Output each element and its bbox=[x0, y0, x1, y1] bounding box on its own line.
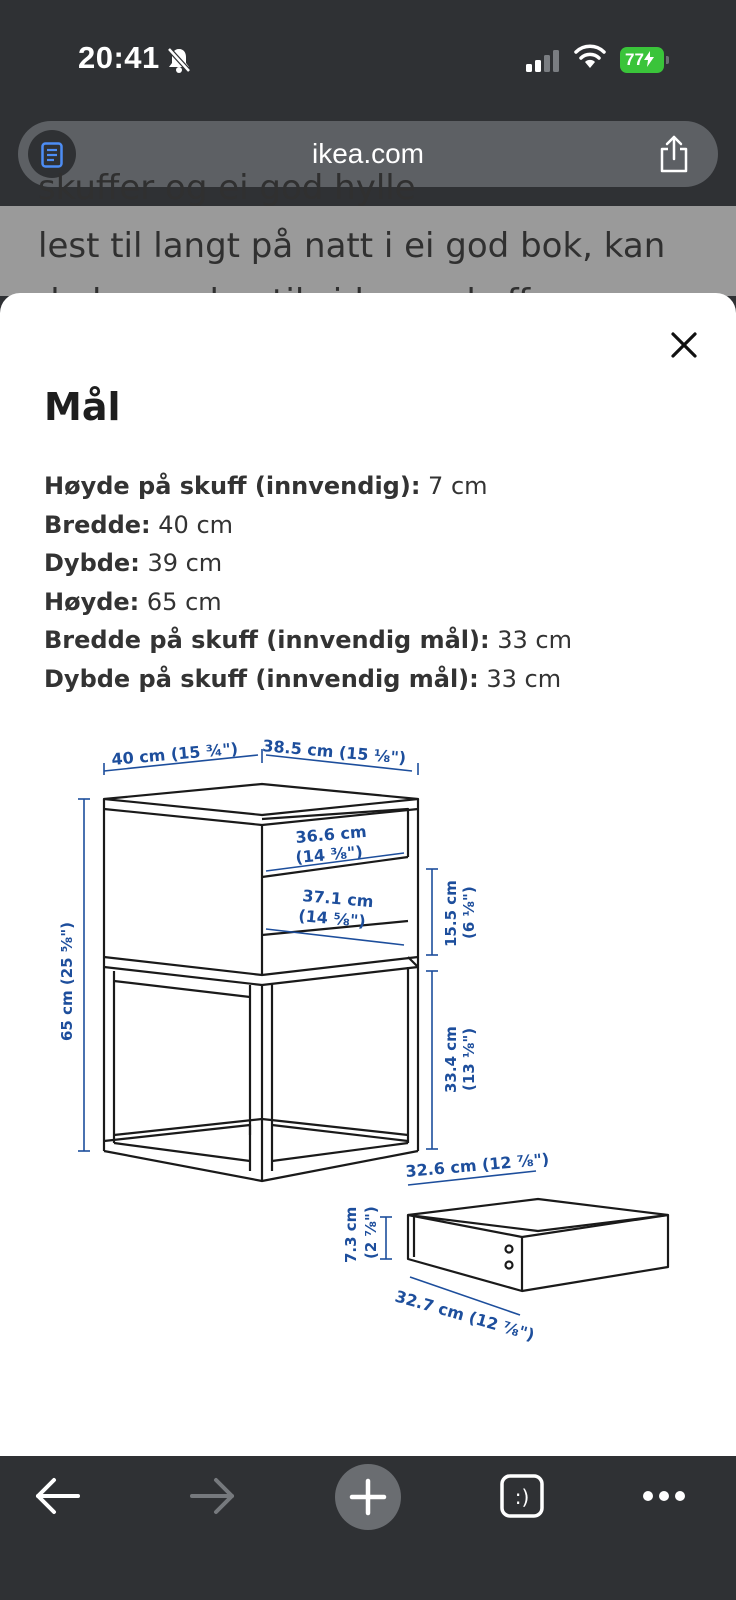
dim-width-top: 40 cm (15 ¾") bbox=[110, 738, 239, 769]
battery-indicator bbox=[620, 47, 668, 73]
spec-value: 39 cm bbox=[139, 549, 223, 577]
spec-row bbox=[44, 506, 704, 545]
dim-total-height: 65 cm (25 ⅝") bbox=[58, 922, 76, 1041]
dim-inner-width-2: 37.1 cm bbox=[301, 886, 375, 912]
new-tab-button[interactable] bbox=[335, 1464, 401, 1530]
dim-drawer-width: 32.6 cm (12 ⅞") bbox=[404, 1149, 550, 1181]
more-options-icon[interactable] bbox=[624, 1456, 704, 1536]
spec-label: Bredde: bbox=[44, 510, 151, 539]
spec-value: 7 cm bbox=[420, 472, 488, 500]
url-text[interactable]: ikea.com bbox=[311, 138, 425, 169]
back-arrow-icon[interactable] bbox=[18, 1456, 98, 1536]
spec-row bbox=[44, 660, 704, 699]
plus-icon bbox=[335, 1464, 401, 1530]
browser-toolbar bbox=[0, 1456, 736, 1600]
share-icon[interactable] bbox=[658, 135, 690, 173]
spec-row bbox=[44, 583, 704, 622]
status-time: 20:41 bbox=[78, 40, 160, 75]
background-text: lest til langt på natt i ei god bok, kan bbox=[38, 226, 666, 266]
dim-inner-width-1-in: (14 ⅜") bbox=[294, 842, 364, 867]
background-page bbox=[0, 168, 736, 296]
dim-lower-height: 33.4 cm bbox=[442, 1026, 460, 1093]
status-bar bbox=[0, 0, 736, 120]
spec-row bbox=[44, 467, 704, 506]
background-text: skuffer og ei god hylle bbox=[38, 168, 416, 208]
dim-depth-top: 38.5 cm (15 ⅛") bbox=[261, 736, 407, 768]
spec-value: 65 cm bbox=[139, 587, 222, 616]
spec-label: Bredde på skuff (innvendig mål): bbox=[44, 626, 490, 654]
spec-label: Høyde på skuff (innvendig): bbox=[44, 472, 421, 500]
charging-bolt-icon bbox=[644, 51, 654, 67]
signal-icon bbox=[526, 50, 562, 72]
sheet-title: Mål bbox=[44, 385, 121, 429]
bell-muted-icon bbox=[166, 46, 192, 74]
dim-lower-height-in: (13 ⅛") bbox=[460, 1027, 478, 1091]
spec-row bbox=[44, 544, 704, 583]
spec-label: Dybde på skuff (innvendig mål): bbox=[44, 664, 479, 693]
close-icon[interactable] bbox=[666, 327, 702, 363]
dim-inner-width-1: 36.6 cm bbox=[294, 821, 368, 847]
dim-drawer-height: 7.3 cm bbox=[342, 1206, 360, 1263]
spec-label: Høyde: bbox=[44, 587, 140, 616]
spec-row bbox=[44, 621, 704, 660]
dimension-drawing bbox=[50, 736, 690, 1379]
dim-shelf-height: 15.5 cm bbox=[442, 880, 460, 947]
dim-drawer-height-in: (2 ⅞") bbox=[362, 1206, 380, 1259]
spec-value: 33 cm bbox=[489, 626, 572, 654]
dim-inner-width-2-in: (14 ⅝") bbox=[297, 906, 367, 931]
wifi-icon bbox=[574, 44, 606, 70]
dim-drawer-depth: 32.7 cm (12 ⅞") bbox=[392, 1286, 537, 1345]
spec-value: 40 cm bbox=[150, 510, 234, 539]
forward-arrow-icon[interactable] bbox=[172, 1456, 252, 1536]
tabs-icon[interactable] bbox=[482, 1456, 562, 1536]
spec-list bbox=[44, 467, 704, 698]
battery-level: 77 bbox=[625, 50, 644, 69]
spec-value: 33 cm bbox=[478, 664, 562, 693]
svg-text::): :) bbox=[514, 1485, 530, 1509]
dimensions-sheet bbox=[0, 293, 736, 1456]
spec-label: Dybde: bbox=[44, 549, 140, 577]
dim-shelf-height-in: (6 ⅛") bbox=[460, 886, 478, 939]
